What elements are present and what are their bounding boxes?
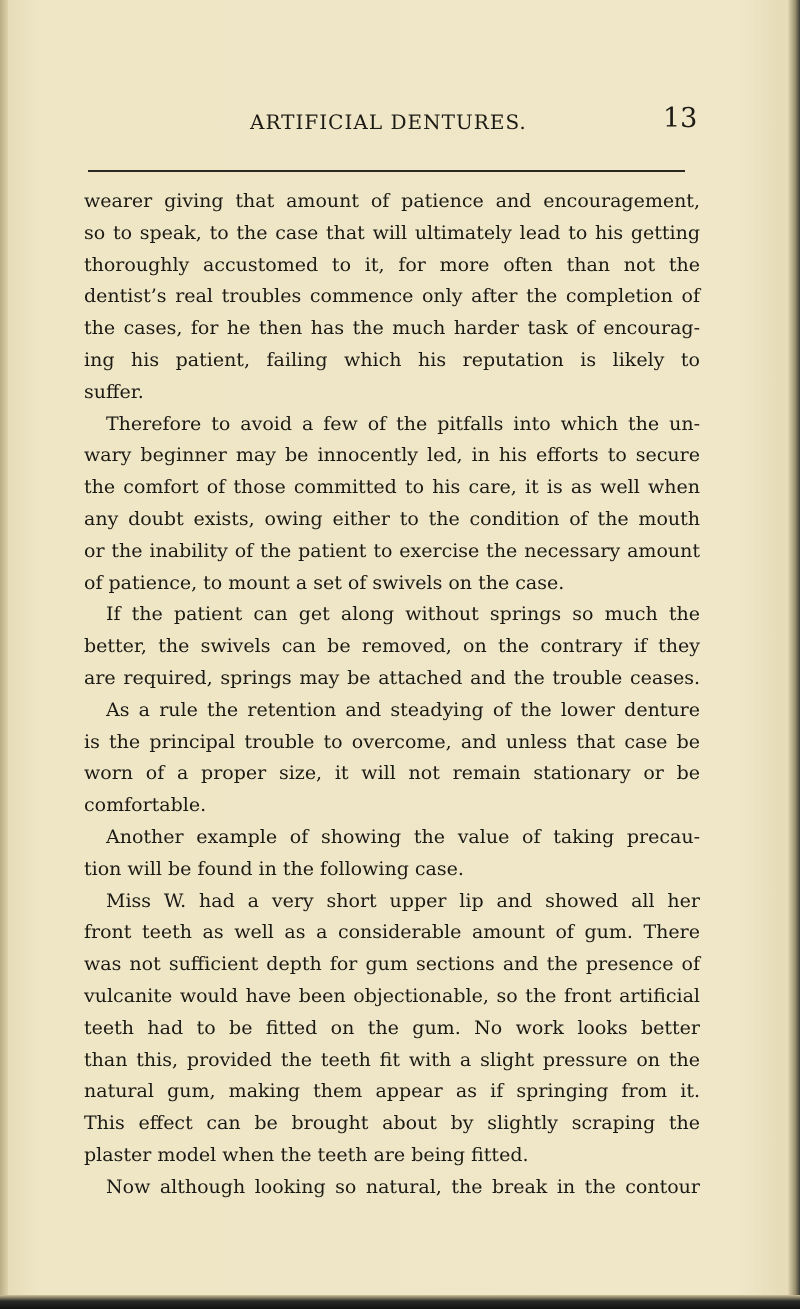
- text-line: tion will be found in the following case.: [84, 857, 464, 880]
- page-edge-shadow: [788, 0, 800, 1309]
- page-gutter-shadow: [0, 0, 8, 1309]
- text-line: teeth had to be fitted on the gum. No work looks better: [84, 1016, 700, 1039]
- body-text: [84, 186, 700, 1204]
- text-line: better, the swivels can be removed, on the contrary if they: [84, 635, 700, 658]
- text-line: natural gum, making them appear as if springing from it.: [84, 1080, 700, 1103]
- text-line: wearer giving that amount of patience and encouragement,: [84, 190, 700, 212]
- text-line: Another example of showing the value of taking precau-: [106, 825, 700, 848]
- text-line: are required, springs may be attached and the trouble ceases.: [84, 666, 700, 689]
- text-line: If the patient can get along without springs so much the: [106, 603, 700, 626]
- text-line: Therefore to avoid a few of the pitfalls into which the un-: [106, 412, 700, 435]
- text-line: so to speak, to the case that will ultimately lead to his getting: [84, 221, 700, 244]
- text-line: Miss W. had a very short upper lip and showed all her: [106, 889, 700, 912]
- text-line: comfortable.: [84, 794, 207, 817]
- running-head: ARTIFICIAL DENTURES.: [250, 110, 527, 134]
- text-line: the cases, for he then has the much harder task of encourag-: [84, 317, 700, 340]
- text-line: wary beginner may be innocently led, in his efforts to secure: [84, 444, 700, 467]
- text-line: of patience, to mount a set of swivels on the case.: [84, 571, 565, 594]
- text-line: ing his patient, failing which his reputation is likely to: [84, 348, 700, 371]
- text-line: plaster model when the teeth are being fitted.: [84, 1143, 529, 1166]
- text-line: suffer.: [84, 380, 144, 403]
- text-line: any doubt exists, owing either to the condition of the mouth: [84, 507, 700, 530]
- text-line: the comfort of those committed to his care, it is as well when: [84, 476, 700, 499]
- text-line: vulcanite would have been objectionable, so the front artificial: [84, 984, 700, 1007]
- text-line: Now although looking so natural, the break in the contour: [106, 1175, 700, 1198]
- text-line: dentist’s real troubles commence only after the completion of: [84, 285, 700, 308]
- text-line: worn of a proper size, it will not remain stationary or be: [84, 762, 700, 785]
- page-number: 13: [663, 103, 698, 134]
- text-line: As a rule the retention and steadying of the lower denture: [106, 698, 700, 721]
- header-rule: [88, 170, 685, 172]
- text-line: is the principal trouble to overcome, and unless that case be: [84, 730, 700, 753]
- text-line: thoroughly accustomed to it, for more often than not the: [84, 253, 700, 276]
- text-line: than this, provided the teeth fit with a slight pressure on the: [84, 1048, 700, 1071]
- text-line: was not sufficient depth for gum sections and the presence of: [84, 953, 700, 976]
- text-line: front teeth as well as a considerable amount of gum. There: [84, 921, 700, 944]
- text-line: or the inability of the patient to exercise the necessary amount: [84, 539, 700, 562]
- page-bottom-edge: [0, 1295, 800, 1309]
- text-line: This effect can be brought about by slightly scraping the: [84, 1112, 700, 1135]
